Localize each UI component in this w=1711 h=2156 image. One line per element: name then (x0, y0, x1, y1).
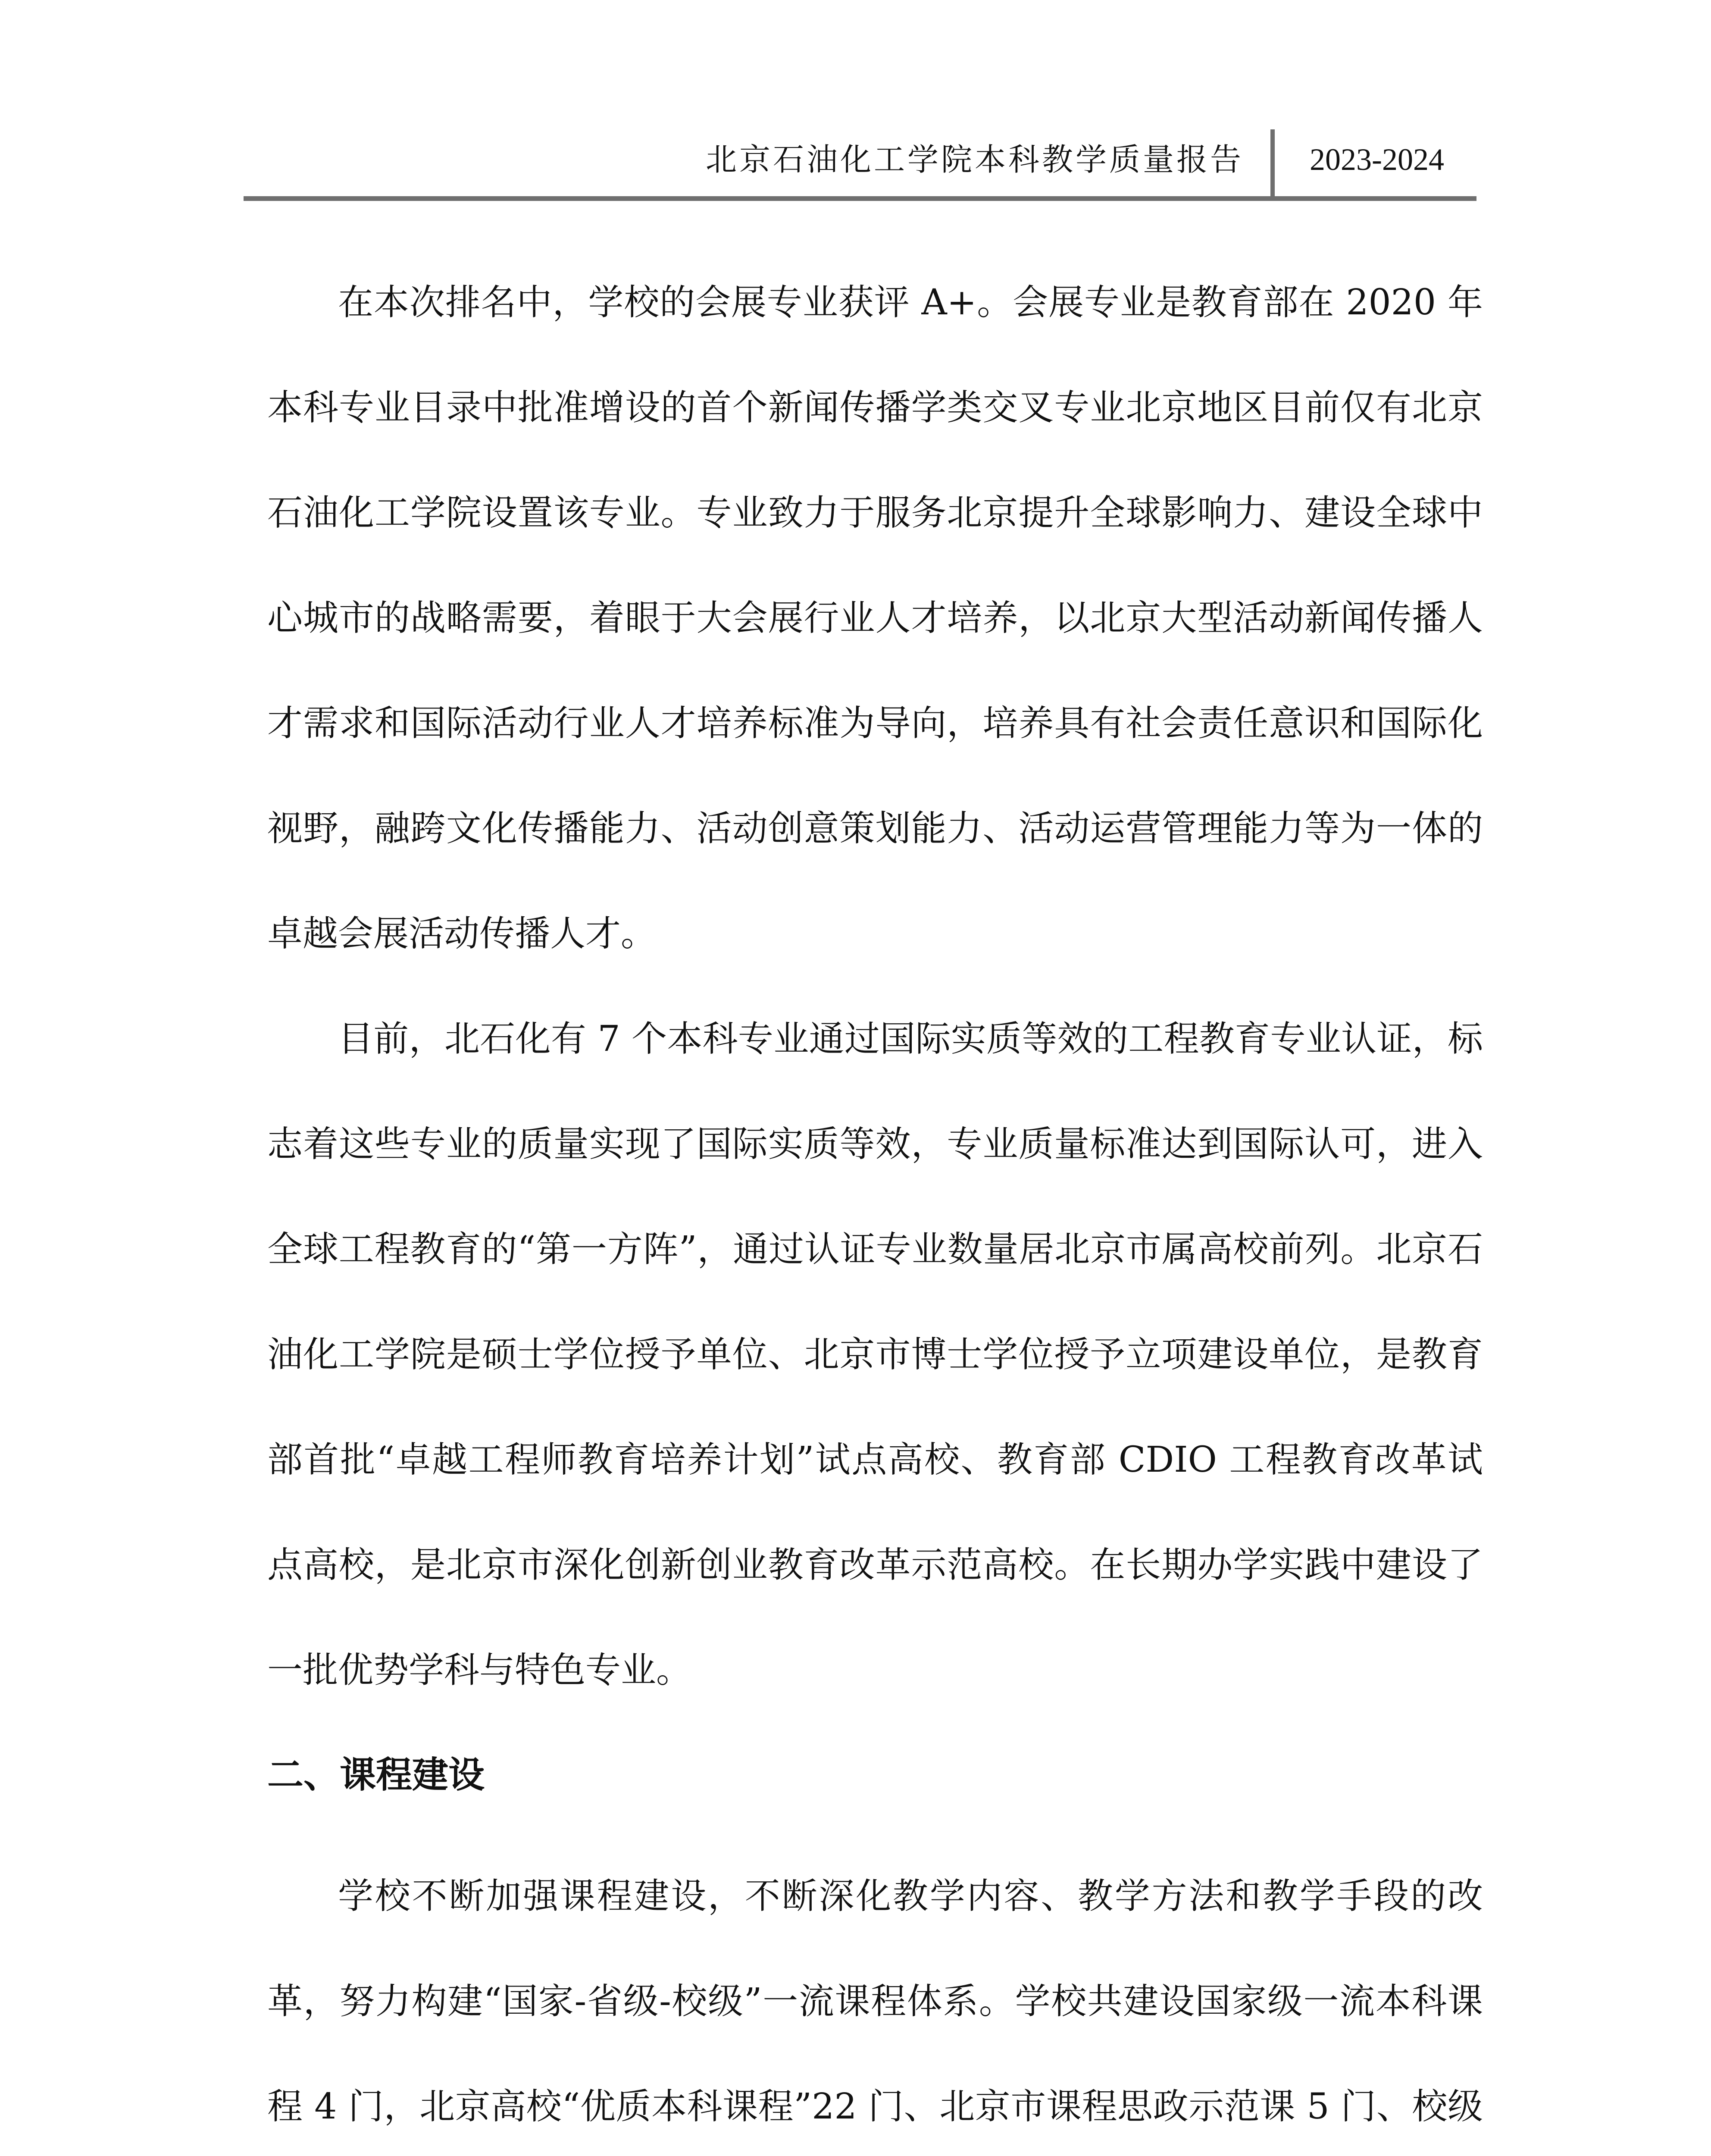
page-header (244, 129, 1476, 201)
header-divider (1270, 129, 1275, 198)
paragraph-course-system: 学校不断加强课程建设，不断深化教学内容、教学方法和教学手段的改革，努力构建“国家-省级-校级”一流课程体系。学校共建设国家级一流本科课程 4 门，北京高校“优质本科课程”22 门、北京市课程思政示范课 5 门、校级 (267, 1876, 1483, 2127)
report-title: 北京石油化工学院本科教学质量报告 (705, 141, 1244, 178)
report-year: 2023-2024 (1310, 142, 1444, 177)
section-heading-course-construction: 二、课程建设 (267, 1754, 485, 1796)
header-rule (244, 196, 1476, 201)
page-body (267, 250, 1483, 2156)
paragraph-exhibition-major: 在本次排名中，学校的会展专业获评 A+。会展专业是教育部在 2020 年本科专业目录中批准增设的首个新闻传播学类交叉专业北京地区目前仅有北京石油化工学院设置该专业。专业致力于服务北京提升全球影响力、建设全球中心城市的战略需要，着眼于大会展行业人才培养，以北京大型活动新闻传播人才需求和国际活动行业人才培养标准为导向，培养具有社会责任意识和国际化视野，融跨文化传播能力、活动创意策划能力、活动运营管理能力等为一体的卓越会展活动传播人才。 (267, 282, 1483, 954)
paragraph-engineering-certification: 目前，北石化有 7 个本科专业通过国际实质等效的工程教育专业认证，标志着这些专业的质量实现了国际实质等效，专业质量标准达到国际认可，进入全球工程教育的“第一方阵”，通过认证专业数量居北京市属高校前列。北京石油化工学院是硕士学位授予单位、北京市博士学位授予立项建设单位，是教育部首批“卓越工程师教育培养计划”试点高校、教育部 CDIO 工程教育改革试点高校，是北京市深化创新创业教育改革示范高校。在长期办学实践中建设了一批优势学科与特色专业。 (267, 1018, 1483, 1691)
